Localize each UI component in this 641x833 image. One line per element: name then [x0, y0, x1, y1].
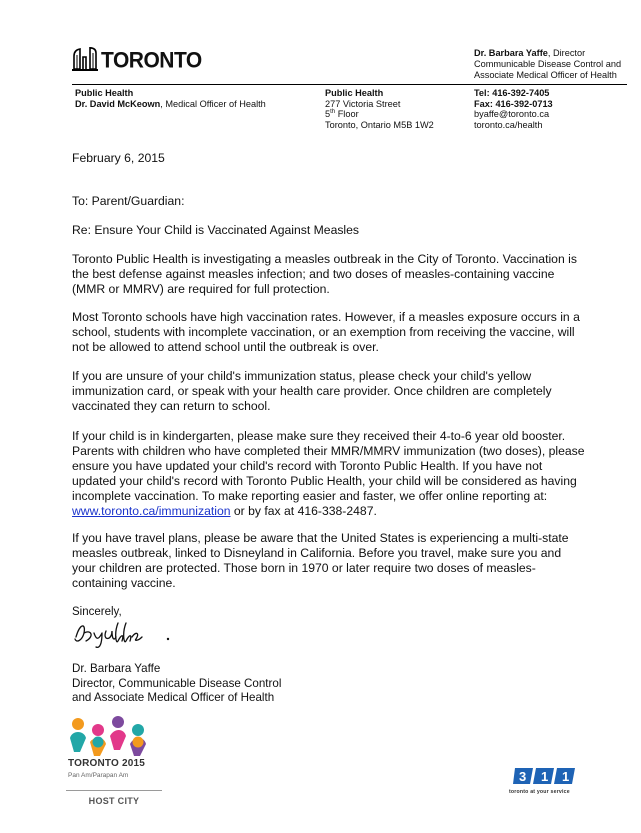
panam-sub: Pan Am/Parapan Am [68, 772, 129, 779]
signer-title: Director, Communicable Disease Control [72, 676, 282, 690]
paragraph-line: measles outbreak, linked to Disneyland in California. Before you travel, make sure you and [72, 546, 562, 560]
letter-date: February 6, 2015 [72, 151, 165, 165]
paragraph-line: If you are unsure of your child's immunization status, please check your child's yellow [72, 369, 532, 383]
host-city: HOST CITY [66, 790, 162, 806]
letter-salutation: To: Parent/Guardian: [72, 194, 185, 208]
service-311-logo [513, 766, 577, 791]
toronto-logo [72, 47, 202, 71]
contact-fax: Fax: 416-392-0713 [474, 98, 553, 109]
director-line2: Communicable Disease Control and [474, 59, 622, 69]
paragraph-line: Parents with children who have completed their MMR/MMRV immunization (two doses), please [72, 444, 585, 458]
paragraph-line: ensure you have updated your child's record with Toronto Public Health. If you have not [72, 459, 543, 473]
logo-wordmark: TORONTO [101, 48, 202, 73]
director-line3: Associate Medical Officer of Health [474, 70, 617, 80]
paragraph-line: vaccinated they can return to school. [72, 399, 271, 413]
director-block [474, 48, 621, 81]
panam-title: TORONTO 2015 [68, 758, 146, 769]
digit-1b: 1 [562, 769, 570, 784]
digit-3: 3 [519, 769, 527, 784]
paragraph-line: incomplete vaccination. To make reporting easier and faster, we offer online reporting at: [72, 489, 548, 503]
moh-name: Dr. David McKeown [75, 98, 161, 109]
address-street: 277 Victoria Street [325, 98, 401, 109]
signer-name: Dr. Barbara Yaffe [72, 662, 161, 675]
paragraph-1 [72, 252, 624, 297]
paragraph-line: Most Toronto schools have high vaccination rates. However, if a measles exposure occurs in a [72, 310, 580, 324]
panam-figures-icon [66, 716, 156, 758]
contact-tel: Tel: 416-392-7405 [474, 88, 550, 98]
paragraph-line: (MMR or MMRV) are required for full protection. [72, 282, 330, 296]
paragraph-line: not be allowed to attend school until the outbreak is over. [72, 340, 379, 354]
address-title: Public Health [325, 88, 384, 98]
paragraph-3 [72, 369, 624, 414]
header-address-block [325, 88, 434, 130]
paragraph-line: school, students with incomplete vaccination, or an exemption from receiving the vaccine, will [72, 325, 575, 339]
letter-subject: Re: Ensure Your Child is Vaccinated Against Measles [72, 223, 360, 237]
paragraph-4 [72, 429, 624, 519]
director-name: Dr. Barbara Yaffe [474, 48, 548, 58]
letter-closing: Sincerely, [72, 606, 122, 618]
contact-email: byaffe@toronto.ca [474, 109, 550, 120]
paragraph-2 [72, 310, 624, 355]
signer-title-2: and Associate Medical Officer of Health [72, 691, 275, 704]
signature [72, 619, 202, 654]
paragraph-line: your children are protected. Those born in 1970 or later require two doses of measles- [72, 561, 536, 575]
paragraph-5 [72, 531, 624, 591]
signer-block [72, 662, 624, 706]
digit-1a: 1 [541, 769, 549, 784]
address-city: Toronto, Ontario M5B 1W2 [325, 119, 434, 130]
address-floor-sup: th [330, 109, 336, 116]
paragraph-line: updated your child's record with Toronto Public Health, your child will be considered as having [72, 474, 577, 488]
immunization-link[interactable]: www.toronto.ca/immunization [72, 504, 231, 518]
address-floor-num: 5 [325, 109, 331, 120]
panam-logo [66, 716, 156, 763]
contact-web: toronto.ca/health [474, 119, 543, 130]
paragraph-line: immunization card, or speak with your health care provider. Once children are completely [72, 384, 552, 398]
paragraph-line: Toronto Public Health is investigating a measles outbreak in the City of Toronto. Vaccination is [72, 252, 577, 266]
header-rule [72, 84, 627, 85]
paragraph-line-last [72, 504, 624, 519]
paragraph-line: If your child is in kindergarten, please make sure they received their 4-to-6 year old booster. [72, 429, 566, 443]
service-tagline: toronto at your service [509, 789, 570, 795]
service-311-icon [513, 766, 577, 786]
header-contact-block [474, 88, 553, 130]
address-floor-word: Floor [335, 109, 359, 120]
director-title: , Director [547, 48, 586, 58]
paragraph-line: If you have travel plans, please be aware that the United States is experiencing a multi-state [72, 531, 569, 545]
header-left-block [75, 88, 266, 109]
paragraph-line: containing vaccine. [72, 576, 176, 590]
fax-tail: or by fax at 416-338-2487. [230, 504, 377, 518]
paragraph-line: the best defense against measles infection; and two doses of measles-containing vaccine [72, 267, 555, 281]
moh-title: , Medical Officer of Health [160, 98, 266, 109]
signature-mark [72, 619, 202, 649]
city-hall-icon [72, 47, 98, 71]
panam-text [68, 758, 145, 781]
left-title: Public Health [75, 88, 134, 98]
